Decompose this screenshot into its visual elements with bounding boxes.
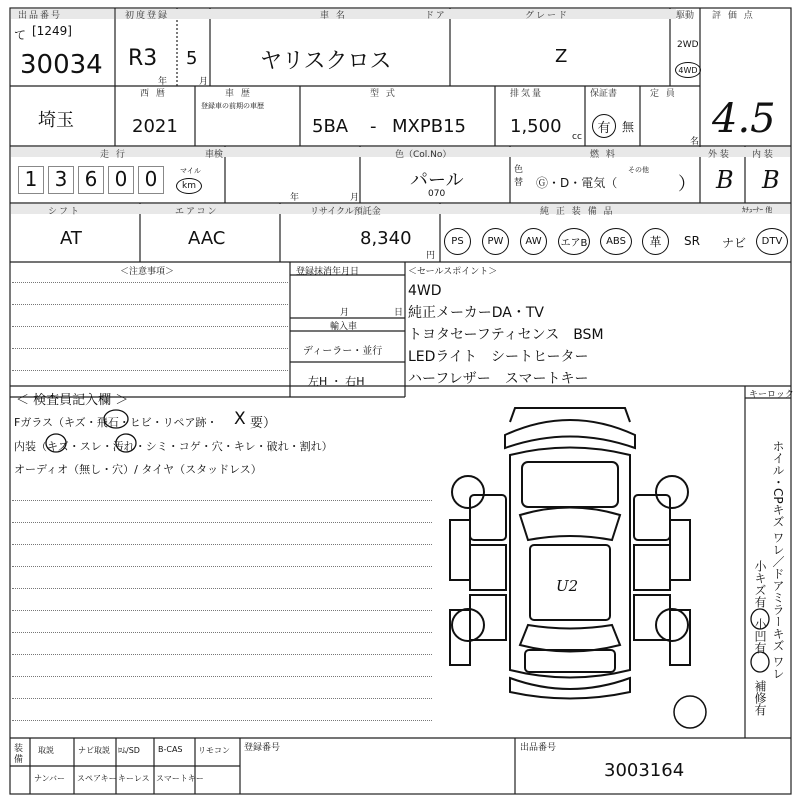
label-first-reg: 初度登録 [125, 11, 170, 21]
caution-label: ＜注意事項＞ [120, 267, 175, 277]
label-car-name: 車 名 [320, 11, 347, 21]
recycle-value: 8,340 [360, 228, 412, 249]
footer-exhibit-label: 出品番号 [520, 743, 557, 753]
reg-date-label: 登録抹消年月日 [296, 267, 360, 277]
footer-item: ナビ取説 [78, 746, 110, 755]
shift-value: AT [60, 228, 82, 249]
shaken-year: 年 [290, 193, 300, 203]
equip-aw-circled: AW [520, 228, 547, 255]
sales-point: 4WD [408, 283, 442, 299]
reg-month: 5 [186, 48, 198, 69]
sales-point: 純正メーカーDA・TV [408, 305, 544, 321]
label-lot: 出品番号 [18, 11, 63, 21]
glass-line: Fガラス（キズ・飛石・ヒビ・リペア跡・ [14, 416, 218, 429]
side-text-small-dent: 小凹有 [753, 618, 767, 654]
side-text-damage: ホイル・CPキズ ワレ／ドアミラーキズ ワレ [771, 440, 785, 680]
footer-col-label: 装備 [14, 744, 24, 765]
footer-reg-label: 登録番号 [244, 743, 281, 753]
label-score: 評 価 点 [712, 11, 755, 21]
label-vehicle-class: 車 歴 [225, 89, 252, 99]
model-code: MXPB15 [392, 116, 466, 137]
glass-x-mark: X [234, 409, 246, 429]
footer-item: ナンバー [34, 774, 66, 783]
year-ad: 2021 [132, 116, 178, 137]
grade: Z [555, 46, 568, 67]
lot-number: 30034 [20, 50, 103, 80]
mileage-digit: 6 [78, 166, 104, 194]
year-mark: 年 [158, 77, 168, 87]
model-prefix: 5BA [312, 116, 349, 137]
diagram-damage-mark: U2 [556, 577, 579, 595]
audio-line: オーディオ（無し・穴）/ タイヤ（スタッドレス） [14, 463, 262, 476]
label-warranty: 保証書 [590, 89, 618, 99]
label-keyless: ｶﾁｭｰﾅｰ 他 [742, 206, 773, 214]
sales-point: ハーフレザー スマートキー [408, 371, 589, 387]
footer-item: スマートキー [156, 774, 204, 783]
mileage-digit: 0 [108, 166, 134, 194]
score-value: 4.5 [712, 96, 776, 142]
warranty-yes-circled: 有 [592, 114, 616, 138]
label-aircon: エアコン [175, 207, 219, 217]
label-capacity: 定 員 [650, 89, 677, 99]
sales-label: ＜セールスポイント＞ [408, 267, 498, 277]
recycle-unit: 円 [426, 251, 436, 261]
label-interior: 内 装 [752, 150, 773, 160]
label-mileage: 走 行 [100, 150, 127, 160]
vehicle-note: 登録車の前期の車歴 [201, 102, 264, 110]
label-shaken: 車検 [205, 150, 224, 160]
key-lock-label: キーロック [749, 390, 794, 400]
color-change-label: 色替 [514, 165, 524, 188]
lot-sub: [1249] [32, 24, 72, 38]
glass-need: 要） [250, 416, 277, 431]
shaken-month: 月 [350, 193, 360, 203]
handle-option: 左H ・ 右H [308, 375, 365, 388]
displacement: 1,500 [510, 116, 562, 137]
label-region: 西 暦 [140, 89, 167, 99]
fuel-other-label: その他 [628, 166, 649, 174]
footer-exhibit-number: 3003164 [604, 760, 685, 781]
reg-month-mark: 月 [340, 308, 350, 318]
equip-navi: ナビ [722, 236, 747, 250]
dealer-option: ディーラー・並行 [303, 346, 383, 357]
equip-leather-circled: 革 [642, 228, 669, 255]
footer-item: スペアキー [77, 774, 117, 783]
label-shift: シフト [48, 207, 82, 217]
equip-pw-circled: PW [482, 228, 509, 255]
drive-4wd-circled: 4WD [675, 62, 701, 78]
drive-2wd: 2WD [677, 40, 699, 50]
footer-item: リモコン [198, 746, 230, 755]
inspection-title: ＜ 検査員記入欄 ＞ [16, 393, 129, 408]
sales-point: LEDライト シートヒーター [408, 349, 589, 365]
equip-sr: SR [684, 234, 700, 248]
color: パール [410, 170, 464, 191]
interior-grade: B [762, 166, 780, 194]
month-mark: 月 [199, 77, 209, 87]
side-text-repair: 補修有 [753, 680, 767, 716]
region: 埼玉 [38, 110, 74, 131]
footer-item: ﾛﾑ/SD [118, 746, 140, 755]
label-door: ドア [425, 11, 447, 21]
label-drive: 駆動 [676, 11, 695, 21]
label-fuel: 燃 料 [590, 150, 617, 160]
footer-item: キーレス [118, 774, 150, 783]
color-code: 070 [428, 189, 446, 199]
equip-airbag-circled: エアB [558, 228, 590, 255]
fuel-close: ） [678, 174, 696, 195]
warranty-no: 無 [622, 120, 635, 134]
footer-item: 取説 [38, 746, 54, 755]
reg-era: R3 [128, 46, 158, 71]
sales-point: トヨタセーフティセンス BSM [408, 327, 604, 343]
label-recycle: リサイクル預託金 [310, 207, 381, 217]
mileage-digit: 3 [48, 166, 74, 194]
interior-line: 内装（キズ・スレ・汚れ・シミ・コゲ・穴・キレ・破れ・割れ） [14, 440, 333, 453]
footer-item: B-CAS [158, 745, 183, 754]
cc-unit: cc [572, 132, 582, 142]
fuel-options: Ⓖ・D・電気（ [536, 176, 618, 190]
mileage-unit-mile: マイル [180, 167, 201, 175]
mileage-digit: 1 [18, 166, 44, 194]
mileage-digit: 0 [138, 166, 164, 194]
equip-abs-circled: ABS [600, 228, 632, 255]
capacity-mark: 名 [690, 137, 700, 147]
label-exterior: 外 装 [708, 150, 729, 160]
label-displacement: 排気量 [510, 89, 544, 99]
aircon-value: AAC [188, 228, 226, 249]
label-grade: グレード [525, 11, 570, 21]
mileage-unit-km-circled: km [176, 178, 202, 194]
equip-ps-circled: PS [444, 228, 471, 255]
reg-day-mark: 日 [394, 308, 404, 318]
model-dash: - [370, 116, 377, 137]
exterior-grade: B [716, 166, 734, 194]
car-name: ヤリスクロス [260, 49, 392, 74]
import-label: 輸入車 [330, 322, 358, 332]
label-genuine-equipment: 純 正 装 備 品 [540, 207, 615, 217]
lot-prefix: て [14, 28, 27, 42]
label-color: 色（Col.No） [395, 150, 452, 160]
equip-dtv-circled: DTV [756, 228, 788, 255]
side-text-small-scratch: 小キズ有 [753, 560, 767, 608]
label-model: 型 式 [370, 89, 397, 99]
